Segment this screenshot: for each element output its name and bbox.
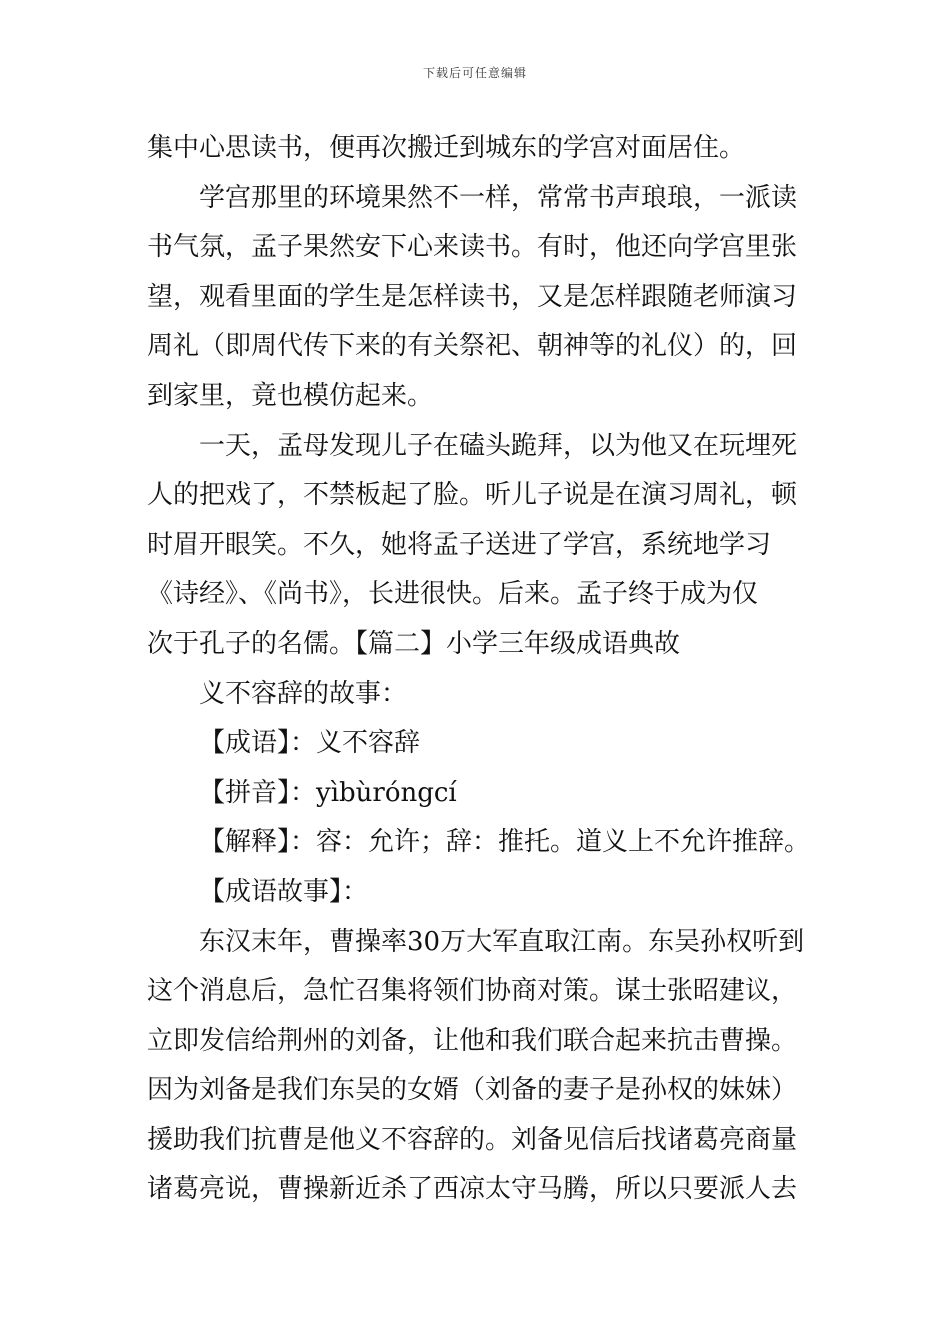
text-line: 次于孔子的名儒。【篇二】小学三年级成语典故 <box>147 628 681 659</box>
text-line: 【解释】：容：允许；辞：推托。道义上不允许推辞。 <box>199 827 811 858</box>
text-line: 援助我们抗曹是他义不容辞的。刘备见信后找诸葛亮商量 <box>147 1124 798 1155</box>
text-line: 集中心思读书，便再次搬迁到城东的学宫对面居住。 <box>147 133 746 163</box>
text-line: 因为刘备是我们东吴的女婿（刘备的妻子是孙权的妹妹） <box>147 1075 798 1106</box>
text-line: 诸葛亮说，曹操新近杀了西凉太守马腾，所以只要派人去 <box>147 1174 798 1205</box>
text-line: 立即发信给荆州的刘备，让他和我们联合起来抗击曹操。 <box>147 1025 798 1056</box>
text-line: 时眉开眼笑。不久，她将孟子送进了学宫，系统地学习 <box>147 529 772 560</box>
text-line: 【拼音】：yìbùróngcí <box>199 777 457 808</box>
text-line: 人的把戏了，不禁板起了脸。听儿子说是在演习周礼，顿 <box>147 480 798 511</box>
text-line: 书气氛，孟子果然安下心来读书。有时，他还向学宫里张 <box>147 232 798 263</box>
text-line: 【成语故事】： <box>199 876 369 907</box>
text-line: 义不容辞的故事： <box>199 678 408 709</box>
text-line: 周礼（即周代传下来的有关祭祀、朝神等的礼仪）的，回 <box>147 331 798 362</box>
document-body <box>147 124 812 1215</box>
text-line: 望，观看里面的学生是怎样读书，又是怎样跟随老师演习 <box>147 281 798 312</box>
page-header: 下载后可任意编辑 <box>422 66 527 80</box>
text-line: 这个消息后，急忙召集将领们协商对策。谋士张昭建议， <box>147 976 798 1007</box>
text-line: 学宫那里的环境果然不一样，常常书声琅琅，一派读 <box>199 182 798 213</box>
text-line: 到家里，竟也模仿起来。 <box>147 380 434 411</box>
text-line: 《诗经》、《尚书》，长进很快。后来。孟子终于成为仅 <box>147 579 759 610</box>
text-line: 一天，孟母发现儿子在磕头跪拜，以为他又在玩埋死 <box>199 430 798 461</box>
text-line: 【成语】：义不容辞 <box>199 728 421 759</box>
text-line: 东汉末年，曹操率30万大军直取江南。东吴孙权听到 <box>199 926 805 957</box>
